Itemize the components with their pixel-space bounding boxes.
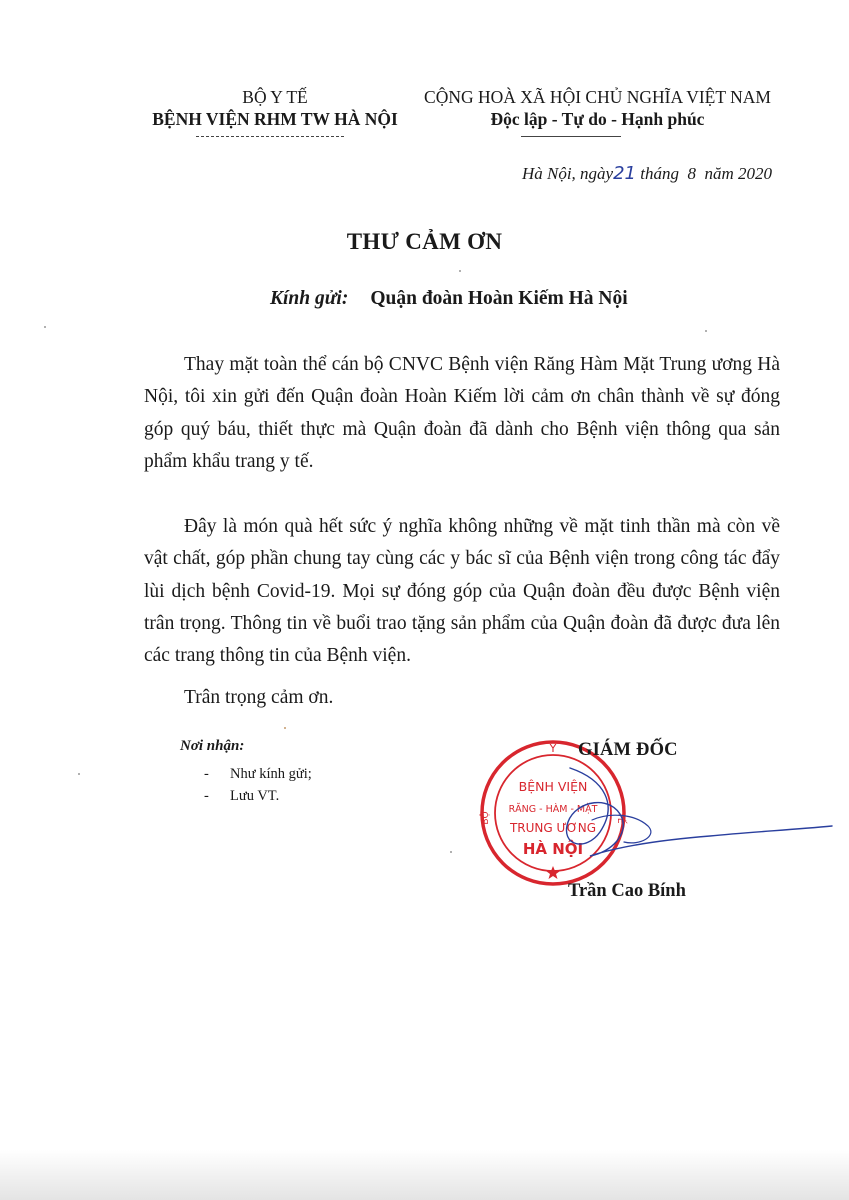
recipient-name: Quận đoàn Hoàn Kiếm Hà Nội [370,288,628,309]
body-paragraph-1: Thay mặt toàn thể cán bộ CNVC Bệnh viện Răng Hàm Mặt Trung ương Hà Nội, tôi xin gửi đến Quận đoàn Hoàn Kiếm lời cảm ơn chân thành về sự đóng góp quý báu, thiết thực mà Quận đoàn đã dành cho Bệnh viện thông qua sản phẩm khẩu trang y tế. [144,354,780,472]
list-dash: - [204,766,209,782]
scan-speck [78,773,80,775]
stamp-line-3: TRUNG ƯƠNG [509,821,597,835]
list-dash: - [204,788,209,804]
recipient-label: Kính gửi: [270,288,349,309]
signature-stroke [592,815,651,843]
signature-stroke [567,768,832,856]
scan-speck [44,326,46,328]
recipients-item [204,785,312,807]
recipients-item-text: Lưu VT. [230,788,280,804]
recipients-label: Nơi nhận: [180,738,245,754]
date-rest: tháng 8 năm 2020 [636,164,772,183]
national-header [410,86,785,130]
recipient-line [270,288,628,310]
date-prefix: Hà Nội, ngày [521,164,614,183]
recipients-item [204,763,312,785]
scan-speck [459,270,461,272]
national-motto: Độc lập - Tự do - Hạnh phúc [490,109,705,129]
signer-position: GIÁM ĐỐC [578,740,678,760]
scan-edge-shadow [0,1150,849,1200]
stamp-line-2: RĂNG - HÀM - MẶT [508,804,598,815]
stamp-line-4: HÀ NỘI [522,840,584,858]
agency-underline [196,136,344,137]
stamp-line-1: BỆNH VIỆN [518,779,588,794]
motto-underline [521,136,621,137]
date-day-handwritten: 21 [613,163,636,184]
ministry-name: BỘ Y TẾ [242,87,308,107]
stamp-left-letter: BỘ [481,811,491,825]
document-date [470,163,772,184]
issuing-agency [140,86,410,130]
stamp-right-letter: TẾ [615,812,625,824]
stamp-top-letter: Y [549,742,557,755]
recipients-item-text: Như kính gửi; [230,766,312,782]
signer-name: Trần Cao Bính [568,881,686,901]
body-paragraph-2: Đây là món quà hết sức ý nghĩa không những về mặt tinh thần mà còn về vật chất, góp phần chung tay cùng các y bác sĩ của Bệnh viện trong công tác đẩy lùi dịch bệnh Covid-19. Mọi sự đóng góp của Quận đoàn đều được Bệnh viện trân trọng. Thông tin về buổi trao tặng sản phẩm của Quận đoàn đã được đưa lên các trang thông tin của Bệnh viện. [144,516,780,667]
scan-speck [450,851,452,853]
closing-line: Trân trọng cảm ơn. [184,687,334,708]
scan-speck [284,727,286,729]
handwritten-signature [520,760,840,870]
hospital-name: BỆNH VIỆN RHM TW HÀ NỘI [152,109,398,129]
scan-speck [705,330,707,332]
recipients-list [204,763,312,807]
document-title: THƯ CẢM ƠN [346,229,503,254]
republic-name: CỘNG HOÀ XÃ HỘI CHỦ NGHĨA VIỆT NAM [424,87,771,107]
